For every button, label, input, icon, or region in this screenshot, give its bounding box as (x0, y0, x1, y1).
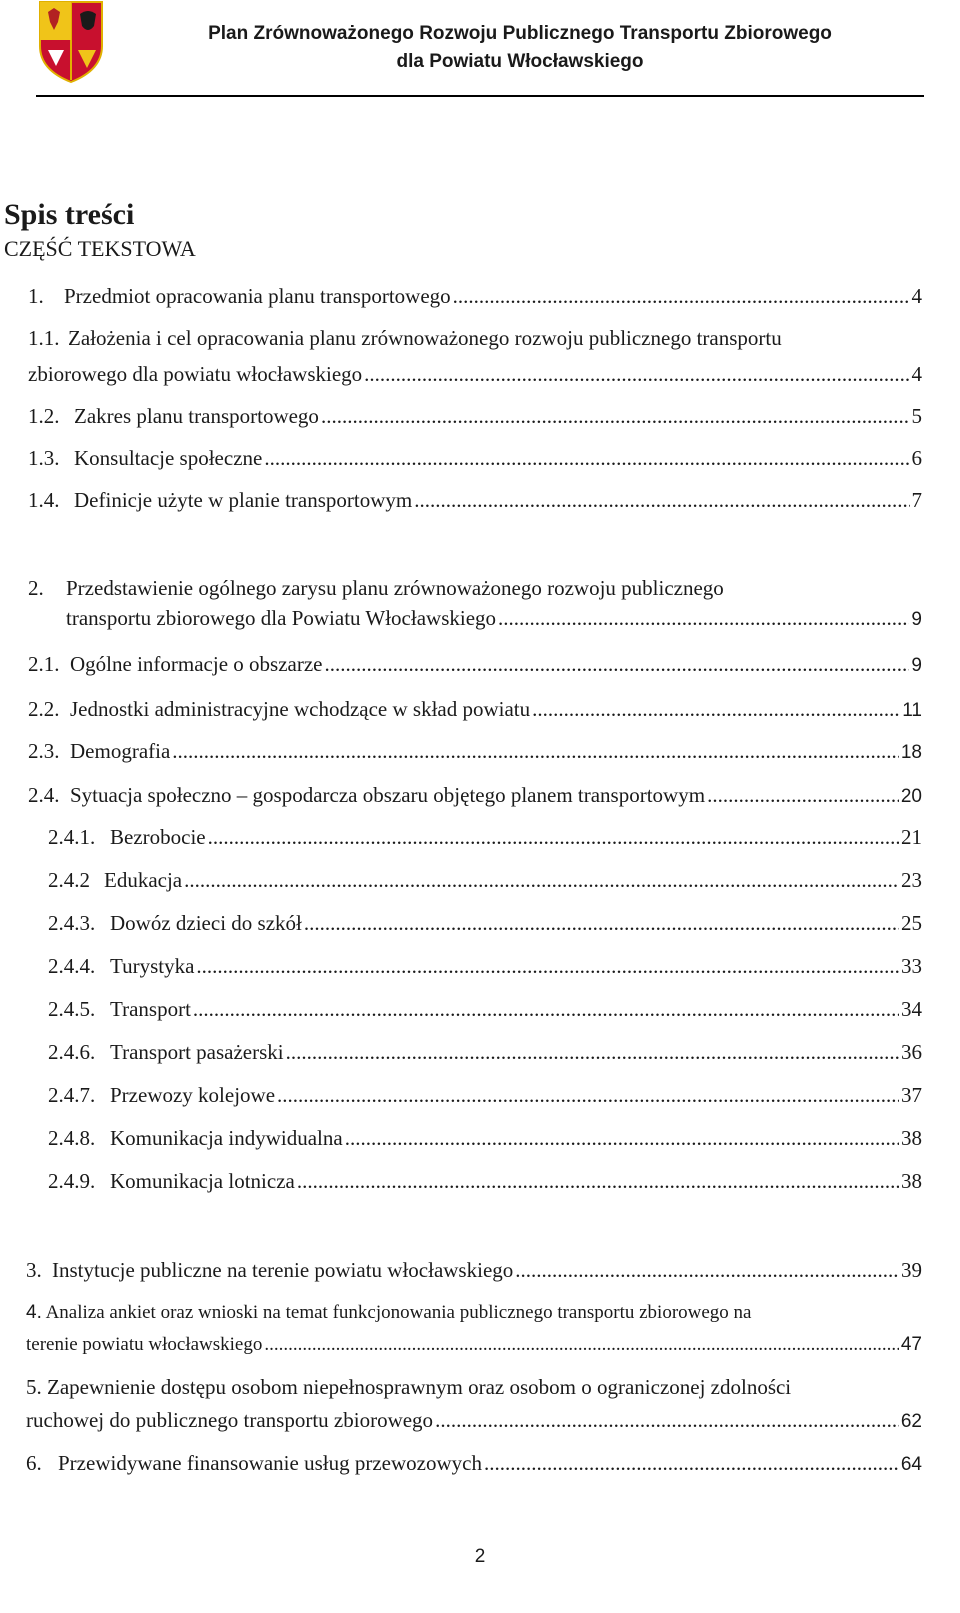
toc-entry-2-4-9[interactable] (48, 1169, 922, 1194)
toc-entry-number: 2.4.9. (48, 1169, 96, 1193)
toc-entry-2-line-1[interactable] (28, 576, 724, 601)
toc-dot-leader (435, 1408, 899, 1433)
header-divider (36, 95, 924, 97)
toc-entry-text: Turystyka (110, 954, 195, 978)
toc-dot-leader (414, 488, 909, 513)
document-title (140, 20, 900, 76)
toc-entry-number: 2.4.6. (48, 1040, 96, 1064)
toc-entry-page: 38 (901, 1126, 922, 1150)
toc-dot-leader (515, 1258, 899, 1283)
toc-dot-leader (264, 1334, 898, 1356)
toc-entry-number: 2.1. (28, 652, 60, 676)
toc-entry-number: 2.4. (28, 783, 60, 807)
toc-entry-1-2[interactable] (28, 404, 922, 429)
toc-entry-number: 2.4.4. (48, 954, 96, 978)
toc-entry-2[interactable] (66, 606, 922, 631)
toc-entry-2-4-7[interactable] (48, 1083, 922, 1108)
page-header (0, 0, 960, 100)
toc-entry-2-2[interactable] (28, 697, 922, 722)
toc-dot-leader (453, 284, 910, 309)
toc-entry-1-1[interactable] (28, 362, 922, 387)
toc-entry-5-line-1[interactable] (26, 1375, 791, 1400)
toc-entry-number: 3. (26, 1258, 42, 1282)
toc-entry-2-4-8[interactable] (48, 1126, 922, 1151)
toc-entry-number: 2.2. (28, 697, 60, 721)
toc-entry-6[interactable] (26, 1451, 922, 1476)
toc-entry-2-1[interactable] (28, 652, 922, 677)
toc-entry-1-1-line-1[interactable] (28, 326, 782, 351)
toc-entry-page: 36 (901, 1040, 922, 1064)
toc-dot-leader (532, 697, 900, 722)
toc-entry-1-3[interactable] (28, 446, 922, 471)
toc-dot-leader (297, 1169, 899, 1194)
toc-entry-text: Demografia (70, 739, 171, 763)
toc-entry-1[interactable] (28, 284, 922, 309)
toc-dot-leader (277, 1083, 899, 1108)
toc-entry-number: 2.4.7. (48, 1083, 96, 1107)
toc-entry-2-4-3[interactable] (48, 911, 922, 936)
toc-entry-text: Zakres planu transportowego (74, 404, 319, 428)
toc-entry-page: 4 (911, 362, 922, 386)
toc-entry-4-line-1[interactable] (26, 1302, 752, 1324)
toc-entry-page: 23 (901, 868, 922, 892)
toc-entry-page: 9 (911, 655, 922, 676)
toc-entry-3[interactable] (26, 1258, 922, 1283)
toc-entry-2-4-4[interactable] (48, 954, 922, 979)
toc-entry-page: 38 (901, 1169, 922, 1193)
toc-entry-2-4-5[interactable] (48, 997, 922, 1022)
toc-entry-page: 7 (911, 488, 922, 512)
toc-entry-text: Transport pasażerski (110, 1040, 284, 1064)
toc-dot-leader (707, 783, 899, 808)
toc-entry-page: 6 (911, 446, 922, 470)
toc-entry-page: 18 (900, 742, 922, 763)
toc-entry-text: Przewidywane finansowanie usług przewozowych (58, 1451, 482, 1475)
toc-dot-leader (193, 997, 899, 1022)
toc-dot-leader (208, 825, 899, 850)
toc-entry-number: 1.1. (28, 326, 60, 350)
toc-entry-number: 1.2. (28, 404, 60, 428)
toc-entry-text: Założenia i cel opracowania planu zrównoważonego rozwoju publicznego transportu (68, 326, 782, 350)
toc-entry-page: 9 (911, 609, 922, 630)
toc-entry-number: 2.3. (28, 739, 60, 763)
toc-entry-number: 1.4. (28, 488, 60, 512)
toc-entry-number: 2.4.3. (48, 911, 96, 935)
toc-entry-page: 21 (901, 825, 922, 849)
toc-entry-2-3[interactable] (28, 739, 922, 764)
toc-dot-leader (264, 446, 909, 471)
toc-entry-number: 2.4.5. (48, 997, 96, 1021)
toc-dot-leader (498, 606, 909, 631)
toc-entry-text: Edukacja (104, 868, 183, 892)
toc-entry-number: 5. (26, 1375, 42, 1399)
toc-dot-leader (484, 1451, 899, 1476)
toc-entry-2-4[interactable] (28, 783, 922, 808)
toc-entry-number: 2.4.1. (48, 825, 96, 849)
toc-entry-2-4-1[interactable] (48, 825, 922, 850)
toc-entry-text: Zapewnienie dostępu osobom niepełnosprawnym oraz osobom o ograniczonej zdolności (47, 1375, 792, 1399)
toc-dot-leader (304, 911, 899, 936)
toc-entry-page: 64 (900, 1454, 922, 1475)
toc-entry-text: Transport (110, 997, 191, 1021)
toc-dot-leader (196, 954, 899, 979)
toc-entry-page: 33 (901, 954, 922, 978)
toc-entry-text: Analiza ankiet oraz wnioski na temat funkcjonowania publicznego transportu zbiorowego na (45, 1302, 752, 1323)
toc-entry-text: Sytuacja społeczno – gospodarcza obszaru objętego planem transportowym (70, 783, 706, 807)
toc-entry-2-4-2[interactable] (48, 868, 922, 893)
toc-entry-text: Definicje użyte w planie transportowym (74, 488, 413, 512)
coat-of-arms-icon (36, 0, 106, 84)
document-title-line-1: Plan Zrównoważonego Rozwoju Publicznego Transportu Zbiorowego (208, 23, 832, 44)
toc-dot-leader (345, 1126, 899, 1151)
toc-entry-text: Przewozy kolejowe (110, 1083, 276, 1107)
document-title-line-2: dla Powiatu Włocławskiego (396, 51, 644, 72)
toc-entry-page: 39 (901, 1258, 922, 1282)
toc-entry-page: 4 (911, 284, 922, 308)
toc-entry-number: 4. (26, 1302, 42, 1323)
toc-entry-page: 37 (901, 1083, 922, 1107)
toc-heading: Spis treści (4, 198, 135, 231)
toc-entry-page: 20 (900, 786, 922, 807)
toc-entry-text-continued: transportu zbiorowego dla Powiatu Włocławskiego (66, 606, 497, 630)
toc-subheading: CZĘŚĆ TEKSTOWA (4, 236, 196, 261)
toc-entry-text-continued: ruchowej do publicznego transportu zbiorowego (26, 1408, 434, 1432)
toc-dot-leader (364, 362, 909, 387)
toc-entry-number: 2.4.8. (48, 1126, 96, 1150)
toc-entry-number: 1.3. (28, 446, 60, 470)
toc-entry-text: Przedmiot opracowania planu transportowego (64, 284, 451, 308)
toc-entry-2-4-6[interactable] (48, 1040, 922, 1065)
toc-entry-text: Jednostki administracyjne wchodzące w skład powiatu (70, 697, 531, 721)
toc-entry-number: 1. (28, 284, 44, 308)
toc-dot-leader (321, 404, 910, 429)
toc-entry-text: Ogólne informacje o obszarze (70, 652, 323, 676)
toc-dot-leader (184, 868, 899, 893)
toc-entry-text: Bezrobocie (110, 825, 206, 849)
toc-dot-leader (324, 652, 909, 677)
toc-entry-text: Dowóz dzieci do szkół (110, 911, 302, 935)
toc-entry-number: 2.4.2 (48, 868, 90, 892)
toc-entry-text: Komunikacja lotnicza (110, 1169, 295, 1193)
toc-entry-1-4[interactable] (28, 488, 922, 513)
toc-entry-5[interactable] (26, 1408, 922, 1433)
toc-entry-page: 34 (901, 997, 922, 1021)
toc-entry-text: Przedstawienie ogólnego zarysu planu zrównoważonego rozwoju publicznego (66, 576, 724, 600)
toc-entry-text-continued: zbiorowego dla powiatu włocławskiego (28, 362, 363, 386)
toc-entry-page: 47 (900, 1334, 922, 1355)
toc-dot-leader (286, 1040, 899, 1065)
toc-entry-page: 62 (900, 1411, 922, 1432)
toc-entry-text: Konsultacje społeczne (74, 446, 263, 470)
page-number: 2 (474, 1546, 486, 1567)
toc-entry-number: 6. (26, 1451, 42, 1475)
toc-entry-page: 11 (902, 700, 922, 721)
toc-entry-text: Instytucje publiczne na terenie powiatu włocławskiego (52, 1258, 514, 1282)
toc-dot-leader (172, 739, 899, 764)
toc-entry-number: 2. (28, 576, 44, 600)
toc-entry-text-continued: terenie powiatu włocławskiego (26, 1334, 263, 1355)
toc-entry-page: 25 (901, 911, 922, 935)
toc-entry-text: Komunikacja indywidualna (110, 1126, 343, 1150)
toc-entry-4[interactable] (26, 1334, 922, 1356)
toc-entry-page: 5 (911, 404, 922, 428)
